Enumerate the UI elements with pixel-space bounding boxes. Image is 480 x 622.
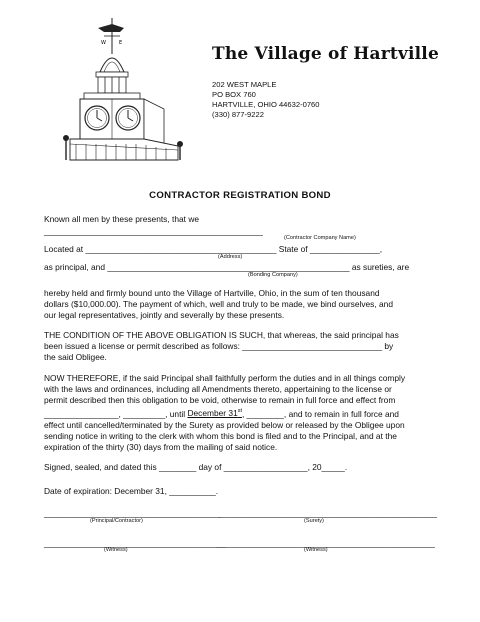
paragraph-line: dollars ($10,000.00). The payment of which, well and truly to be made, we bind ourselves, and — [44, 299, 394, 310]
effective-date-line[interactable] — [44, 407, 444, 420]
start-date-field[interactable]: ________________, _________, until — [44, 408, 186, 419]
located-at-field[interactable]: Located at _________________________________________ State of _______________, — [44, 244, 383, 254]
paragraph-line: with the laws and ordinances, including all Amendments thereto, appertaining to the license or — [44, 384, 392, 395]
surety-caption: (Surety) — [304, 518, 324, 524]
svg-text:E: E — [119, 40, 123, 46]
svg-text:W: W — [101, 40, 106, 46]
paragraph-line: effect until cancelled/terminated by the Surety as provided below or released by the Obligee upon — [44, 419, 405, 430]
form-title: CONTRACTOR REGISTRATION BOND — [149, 190, 331, 201]
paragraph-line: NOW THEREFORE, if the said Principal shall faithfully perform the duties and in all things comply — [44, 373, 406, 383]
surety-signature-field[interactable]: _______________________________________________ — [218, 508, 437, 518]
paragraph-line: THE CONDITION OF THE ABOVE OBLIGATION IS SUCH, that whereas, the said principal has — [44, 330, 399, 340]
paragraph-line: permit described then this obligation to be void, otherwise to remain in full force and effect from — [44, 395, 396, 406]
address-line-3: HARTVILLE, OHIO 44632-0760 — [212, 100, 320, 109]
address-line-2: PO BOX 760 — [212, 90, 256, 99]
phone-number: (330) 877-9222 — [212, 110, 264, 119]
signed-dated-line[interactable]: Signed, sealed, and dated this ________ day of __________________, 20_____. — [44, 462, 348, 472]
paragraph-line: hereby held and firmly bound unto the Village of Hartville, Ohio, in the sum of ten thousand — [44, 288, 380, 298]
address-caption: (Address) — [218, 254, 243, 260]
company-caption: (Contractor Company Name) — [284, 235, 356, 241]
principal-signature-field[interactable]: ______________________________________ — [44, 508, 221, 518]
paragraph-line: the said Obligee. — [44, 352, 107, 363]
condition-paragraph — [44, 330, 444, 364]
clock-tower-logo — [60, 14, 190, 164]
end-date — [187, 408, 242, 418]
witness-signature-field-right[interactable]: _______________________________________________ — [216, 538, 435, 548]
principal-caption: (Principal/Contractor) — [90, 518, 143, 524]
ordinal-suffix: st — [237, 408, 243, 415]
bond-paragraph — [44, 288, 444, 322]
paragraph-line: expiration of the thirty (30) days from the mailing of said notice. — [44, 442, 278, 453]
paragraph-line: our legal representatives, jointly and severally by these presents. — [44, 310, 285, 321]
village-name: The Village of Hartville — [212, 44, 439, 64]
witness-signature-field-left[interactable]: _______________________________________ — [44, 538, 226, 548]
witness-caption-left: (Witness) — [104, 547, 128, 553]
expiration-line[interactable]: Date of expiration: December 31, __________. — [44, 486, 219, 496]
now-therefore-paragraph — [44, 373, 444, 453]
year-field[interactable]: , ________, and to remain in full force and — [242, 408, 399, 419]
principal-line[interactable]: as principal, and ____________________________________________________ as sureties, are — [44, 262, 410, 272]
address-line-1: 202 WEST MAPLE — [212, 80, 277, 89]
end-date-text: December 31 — [187, 408, 238, 419]
license-description-field[interactable]: been issued a license or permit described as follows: ______________________________ by — [44, 341, 394, 352]
bonding-caption: (Bonding Company) — [248, 272, 298, 278]
intro-line: Known all men by these presents, that we — [44, 214, 200, 224]
company-name-field[interactable]: _______________________________________________ — [44, 226, 263, 236]
witness-caption-right: (Witness) — [304, 547, 328, 553]
paragraph-line: sending notice in writing to the clerk with whom this bond is filed and to the Principal, and at the — [44, 430, 397, 441]
